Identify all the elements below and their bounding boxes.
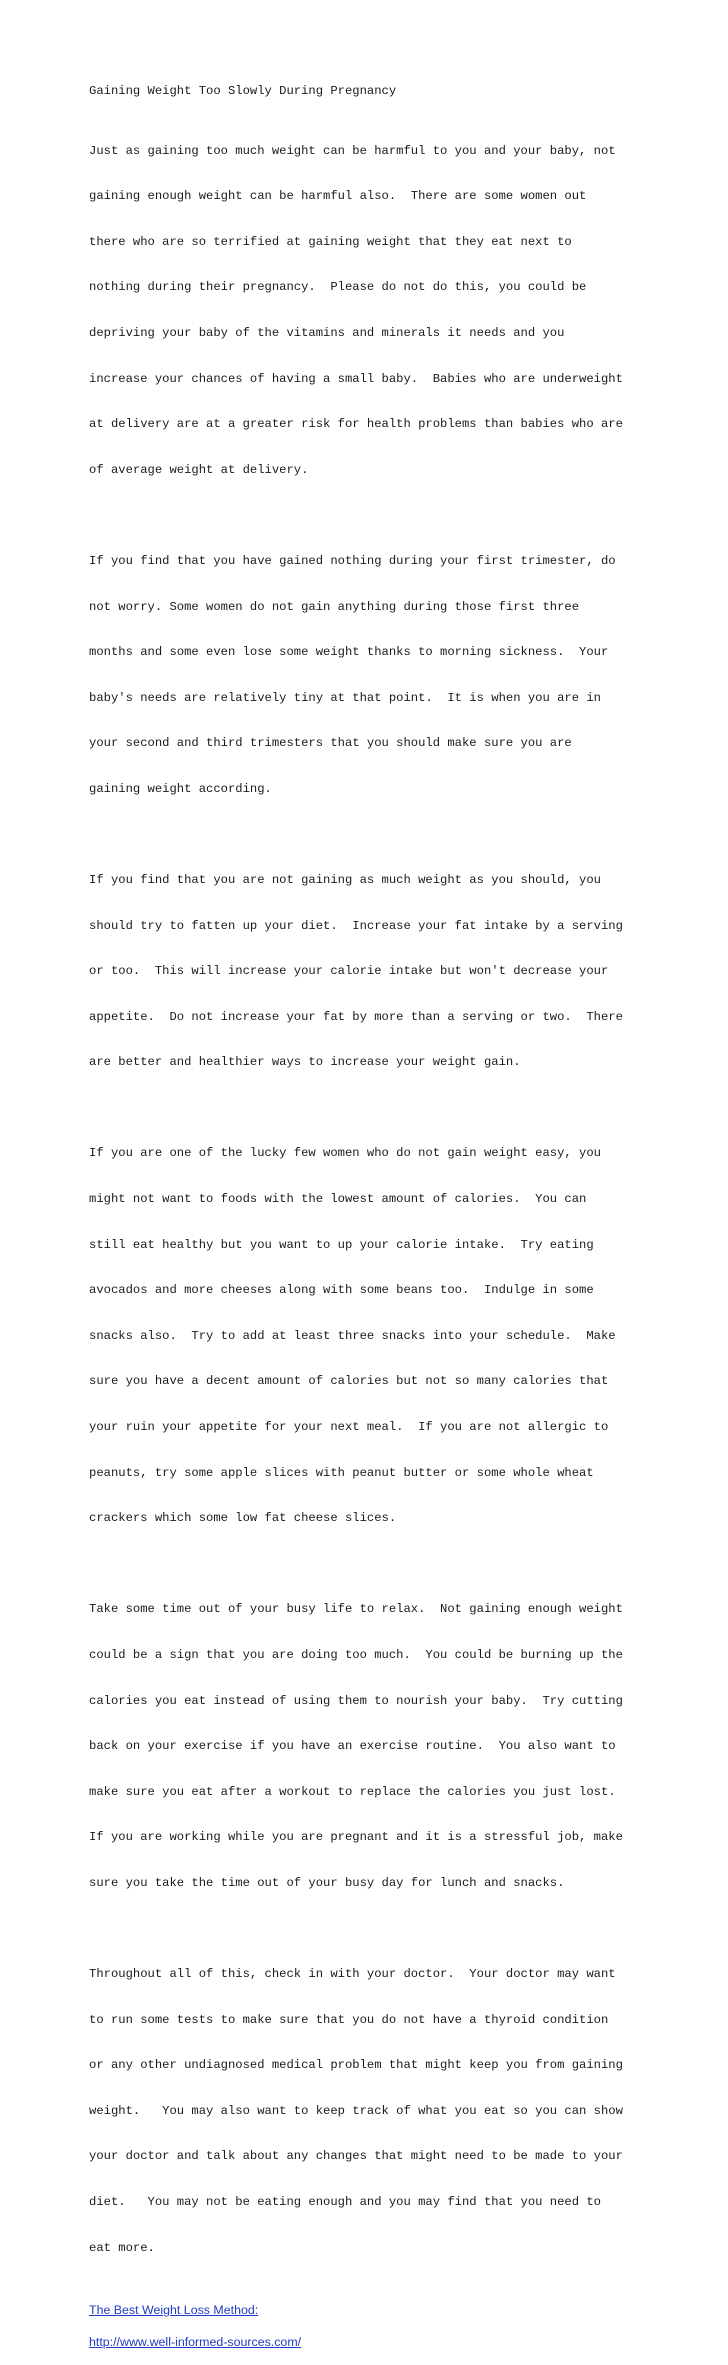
paragraph-line: there who are so terrified at gaining weight that they eat next to — [89, 234, 572, 249]
paragraph-line: might not want to foods with the lowest amount of calories. You can — [89, 1192, 587, 1207]
paragraph-line: If you find that you are not gaining as much weight as you should, you — [89, 872, 601, 887]
paragraph-line: to run some tests to make sure that you do not have a thyroid condition — [89, 2012, 609, 2027]
paragraph-2 — [89, 523, 649, 827]
paragraph-line: appetite. Do not increase your fat by more than a serving or two. There — [89, 1009, 623, 1024]
paragraph-1 — [89, 113, 649, 508]
paragraph-line: your doctor and talk about any changes that might need to be made to your — [89, 2149, 623, 2164]
url-link-block — [89, 2333, 649, 2351]
paragraph-5 — [89, 1572, 649, 1922]
paragraph-line: avocados and more cheeses along with some beans too. Indulge in some — [89, 1283, 594, 1298]
paragraph-line: still eat healthy but you want to up your calorie intake. Try eating — [89, 1237, 594, 1252]
paragraph-line: not worry. Some women do not gain anything during those first three — [89, 599, 580, 614]
paragraph-line: eat more. — [89, 2240, 155, 2255]
paragraph-4 — [89, 1116, 649, 1557]
paragraph-line: back on your exercise if you have an exercise routine. You also want to — [89, 1739, 616, 1754]
paragraph-line: increase your chances of having a small baby. Babies who are underweight — [89, 371, 623, 386]
paragraph-line: could be a sign that you are doing too much. You could be burning up the — [89, 1647, 623, 1662]
document-title: Gaining Weight Too Slowly During Pregnancy — [89, 84, 397, 98]
paragraph-line: snacks also. Try to add at least three snacks into your schedule. Make — [89, 1328, 616, 1343]
method-link-block — [89, 2301, 649, 2319]
paragraph-line: calories you eat instead of using them to nourish your baby. Try cutting — [89, 1693, 623, 1708]
paragraph-line: weight. You may also want to keep track of what you eat so you can show — [89, 2103, 623, 2118]
paragraph-line: If you are one of the lucky few women who do not gain weight easy, you — [89, 1146, 601, 1161]
paragraph-line: peanuts, try some apple slices with peanut butter or some whole wheat — [89, 1465, 594, 1480]
paragraph-line: gaining enough weight can be harmful also. There are some women out — [89, 189, 587, 204]
paragraph-line: should try to fatten up your diet. Increase your fat intake by a serving — [89, 918, 623, 933]
paragraph-3 — [89, 843, 649, 1101]
paragraph-line: Throughout all of this, check in with your doctor. Your doctor may want — [89, 1966, 616, 1981]
paragraph-line: are better and healthier ways to increase your weight gain. — [89, 1055, 521, 1070]
paragraph-line: diet. You may not be eating enough and you may find that you need to — [89, 2195, 601, 2210]
document-page — [89, 84, 649, 2365]
method-link[interactable]: The Best Weight Loss Method: — [89, 2303, 259, 2318]
paragraph-line: sure you take the time out of your busy day for lunch and snacks. — [89, 1875, 565, 1890]
paragraph-line: of average weight at delivery. — [89, 462, 309, 477]
paragraph-line: depriving your baby of the vitamins and minerals it needs and you — [89, 326, 565, 341]
paragraph-line: make sure you eat after a workout to replace the calories you just lost. — [89, 1784, 616, 1799]
paragraph-line: crackers which some low fat cheese slices. — [89, 1511, 397, 1526]
paragraph-line: months and some even lose some weight thanks to morning sickness. Your — [89, 645, 609, 660]
paragraph-line: Just as gaining too much weight can be harmful to you and your baby, not — [89, 143, 616, 158]
paragraph-line: nothing during their pregnancy. Please do not do this, you could be — [89, 280, 587, 295]
paragraph-line: gaining weight according. — [89, 781, 272, 796]
source-url-link[interactable]: http://www.well-informed-sources.com/ — [89, 2335, 302, 2350]
paragraph-line: Take some time out of your busy life to relax. Not gaining enough weight — [89, 1602, 623, 1617]
paragraph-line: or any other undiagnosed medical problem that might keep you from gaining — [89, 2058, 623, 2073]
paragraph-line: If you find that you have gained nothing during your first trimester, do — [89, 553, 616, 568]
paragraph-line: or too. This will increase your calorie intake but won't decrease your — [89, 964, 609, 979]
paragraph-line: baby's needs are relatively tiny at that point. It is when you are in — [89, 690, 601, 705]
paragraph-line: your second and third trimesters that you should make sure you are — [89, 736, 572, 751]
paragraph-6 — [89, 1937, 649, 2287]
paragraph-line: sure you have a decent amount of calories but not so many calories that — [89, 1374, 609, 1389]
paragraph-line: your ruin your appetite for your next meal. If you are not allergic to — [89, 1420, 609, 1435]
paragraph-line: If you are working while you are pregnant and it is a stressful job, make — [89, 1830, 623, 1845]
paragraph-line: at delivery are at a greater risk for health problems than babies who are — [89, 417, 623, 432]
